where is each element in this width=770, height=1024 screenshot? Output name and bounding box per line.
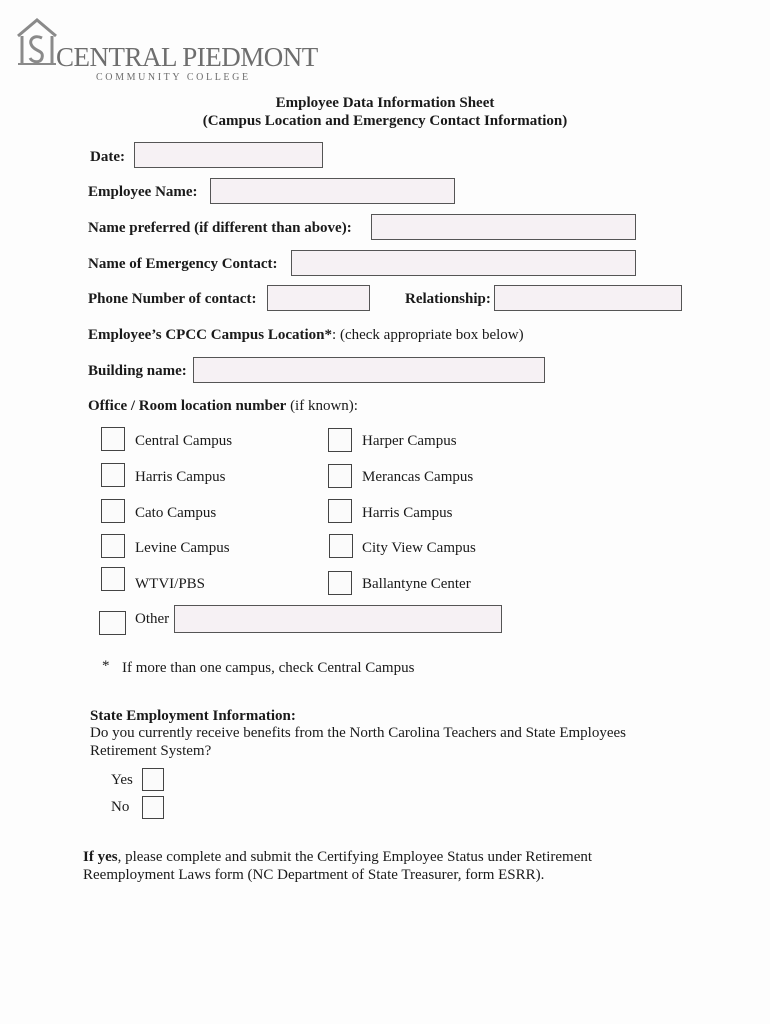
other-label: Other	[135, 611, 170, 627]
logo-college-subtitle: COMMUNITY COLLEGE	[96, 72, 251, 83]
office-room-hint: (if known):	[286, 398, 358, 414]
cpcc-logo-mark-icon	[14, 16, 60, 68]
harris-campus-label-left: Harris Campus	[135, 469, 226, 485]
college-logo	[12, 14, 318, 84]
merancas-campus-label: Merancas Campus	[362, 469, 474, 485]
employee-name-field[interactable]	[210, 178, 455, 204]
building-name-label: Building name:	[88, 363, 187, 379]
phone-field[interactable]	[267, 285, 370, 311]
date-field[interactable]	[134, 142, 323, 168]
building-name-field[interactable]	[193, 357, 545, 383]
checkbox-harris-campus-right[interactable]	[328, 499, 352, 523]
checkbox-no[interactable]	[142, 796, 164, 819]
form-subtitle: (Campus Location and Emergency Contact Information)	[202, 113, 568, 129]
campus-location-hint: : (check appropriate box below)	[332, 327, 524, 343]
emergency-contact-label: Name of Emergency Contact:	[88, 256, 278, 272]
relationship-field[interactable]	[494, 285, 682, 311]
yes-label: Yes	[111, 772, 133, 788]
checkbox-central-campus[interactable]	[101, 427, 125, 451]
city-view-campus-label: City View Campus	[362, 540, 476, 556]
checkbox-ballantyne-center[interactable]	[328, 571, 352, 595]
campus-location-instruction	[88, 326, 524, 344]
office-room-label: Office / Room location number	[88, 398, 287, 414]
state-employment-heading: State Employment Information:	[90, 708, 296, 724]
form-title: Employee Data Information Sheet	[275, 95, 495, 111]
name-preferred-field[interactable]	[371, 214, 636, 240]
harper-campus-label: Harper Campus	[362, 433, 457, 449]
checkbox-yes[interactable]	[142, 768, 164, 791]
checkbox-city-view-campus[interactable]	[329, 534, 353, 558]
cato-campus-label: Cato Campus	[135, 505, 217, 521]
no-label: No	[111, 799, 130, 815]
date-label: Date:	[90, 149, 125, 165]
central-campus-label: Central Campus	[135, 433, 233, 449]
checkbox-levine-campus[interactable]	[101, 534, 125, 558]
office-room-instruction	[88, 397, 358, 415]
checkbox-harper-campus[interactable]	[328, 428, 352, 452]
note-asterisk: *	[102, 658, 110, 674]
name-preferred-label: Name preferred (if different than above):	[88, 220, 352, 236]
wtvi-pbs-label: WTVI/PBS	[135, 576, 206, 592]
levine-campus-label: Levine Campus	[135, 540, 230, 556]
checkbox-harris-campus-left[interactable]	[101, 463, 125, 487]
relationship-label: Relationship:	[405, 291, 491, 307]
employee-name-label: Employee Name:	[88, 184, 198, 200]
phone-label: Phone Number of contact:	[88, 291, 257, 307]
emergency-contact-field[interactable]	[291, 250, 636, 276]
logo-college-name: CENTRAL PIEDMONT	[56, 42, 318, 72]
checkbox-other[interactable]	[99, 611, 126, 635]
harris-campus-label-right: Harris Campus	[362, 505, 453, 521]
other-campus-field[interactable]	[174, 605, 502, 633]
campus-location-label: Employee’s CPCC Campus Location*	[88, 327, 333, 343]
checkbox-wtvi-pbs[interactable]	[101, 567, 125, 591]
esrr-instruction-text: , please complete and submit the Certifying Employee Status under Retirement	[117, 849, 593, 865]
if-yes-label: If yes	[83, 849, 118, 865]
retirement-question-line1: Do you currently receive benefits from the North Carolina Teachers and State Employees	[90, 725, 626, 741]
ballantyne-center-label: Ballantyne Center	[362, 576, 471, 592]
esrr-instruction-line1	[83, 848, 592, 866]
multi-campus-note: If more than one campus, check Central Campus	[122, 660, 415, 676]
checkbox-merancas-campus[interactable]	[328, 464, 352, 488]
checkbox-cato-campus[interactable]	[101, 499, 125, 523]
retirement-question-line2: Retirement System?	[90, 743, 212, 759]
esrr-instruction-line2: Reemployment Laws form (NC Department of State Treasurer, form ESRR).	[83, 867, 545, 883]
